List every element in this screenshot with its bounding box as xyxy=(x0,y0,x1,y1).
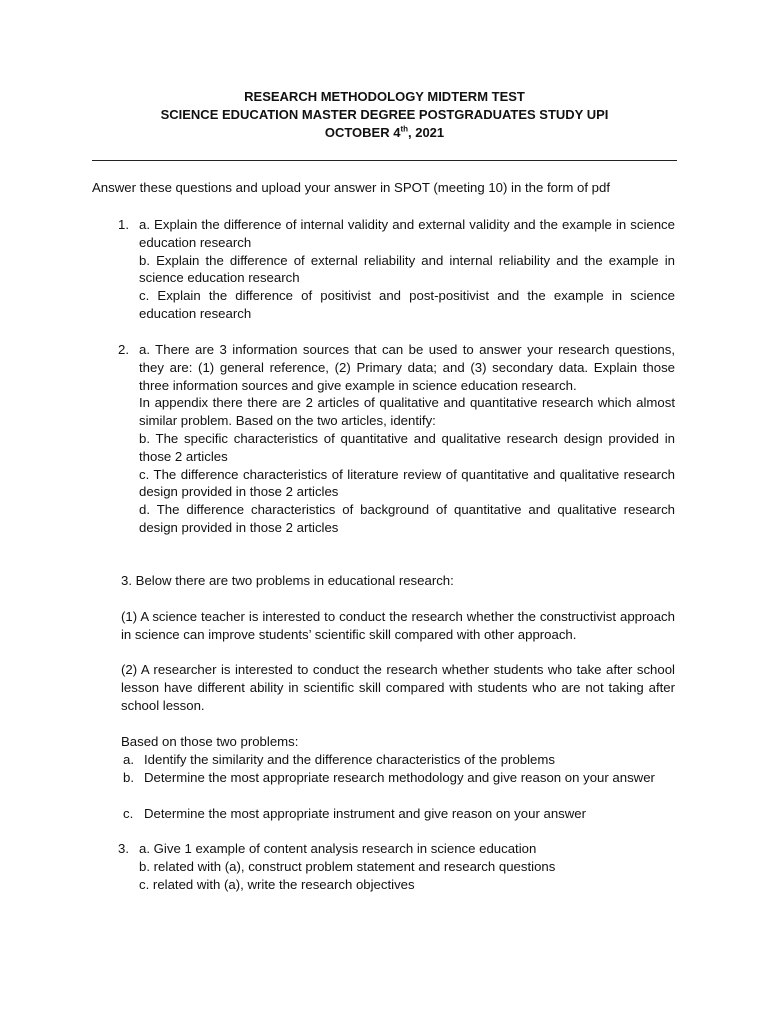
q3-based-on: Based on those two problems: xyxy=(121,734,299,749)
instructions: Answer these questions and upload your answer in SPOT (meeting 10) in the form of pdf xyxy=(92,180,611,195)
q1-part-a: a. Explain the difference of internal validity and external validity and the example in science education research xyxy=(139,217,675,250)
q4-part-b: b. related with (a), construct problem statement and research questions xyxy=(139,858,556,874)
q1-number: 1. xyxy=(118,217,129,232)
q3-problem-1: (1) A science teacher is interested to conduct the research whether the constructivist approach in science can improve students’ scientific skill compared with other approach. xyxy=(121,609,675,642)
header-divider xyxy=(92,160,677,161)
q2-part-c: c. The difference characteristics of literature review of quantitative and qualitative research design provided in those 2 articles xyxy=(139,466,675,500)
test-title: RESEARCH METHODOLOGY MIDTERM TEST xyxy=(244,89,525,104)
q3-item-c: Determine the most appropriate instrument and give reason on your answer xyxy=(144,806,587,821)
question-2 xyxy=(139,341,675,537)
q4-part-a: a. Give 1 example of content analysis research in science education xyxy=(139,841,537,856)
document-header xyxy=(92,88,677,142)
test-date: OCTOBER 4th, 2021 xyxy=(324,124,445,140)
q2-number: 2. xyxy=(118,342,129,357)
q3-problem-2: (2) A researcher is interested to conduct the research whether students who take after school lesson have different ability in scientific skill compared with students who are not taking after school lesson. xyxy=(121,662,675,713)
q3-item-c-label: c. xyxy=(123,806,134,821)
q3-item-b: Determine the most appropriate research methodology and give reason on your answer xyxy=(144,770,655,785)
q1-part-c: c. Explain the difference of positivist and post-positivist and the example in science education research xyxy=(139,288,675,321)
q2-part-a: a. There are 3 information sources that can be used to answer your research questions, they are: (1) general reference, (2) Primary data; and (3) secondary data. Explain those three information sources and give example in science education research. xyxy=(139,342,675,393)
program-title: SCIENCE EDUCATION MASTER DEGREE POSTGRADUATES STUDY UPI xyxy=(160,107,609,122)
q3-intro: 3. Below there are two problems in educational research: xyxy=(121,573,454,588)
q2-part-b: b. The specific characteristics of quantitative and qualitative research design provided in those 2 articles xyxy=(139,430,675,464)
q4-number: 3. xyxy=(118,841,129,856)
q2-part-d: d. The difference characteristics of background of quantitative and qualitative research design provided in those 2 articles xyxy=(139,502,675,535)
q3-item-a: Identify the similarity and the difference characteristics of the problems xyxy=(144,752,555,767)
question-1 xyxy=(139,216,675,323)
q1-part-b: b. Explain the difference of external reliability and internal reliability and the example in science education research xyxy=(139,252,675,286)
q4-part-c: c. related with (a), write the research objectives xyxy=(139,876,415,892)
q3-item-a-label: a. xyxy=(123,752,134,767)
q3-item-b-label: b. xyxy=(123,770,134,785)
question-4 xyxy=(139,840,675,893)
q2-appendix: In appendix there there are 2 articles of qualitative and quantitative research which almost similar problem. Based on the two articles, identify: xyxy=(139,395,675,429)
